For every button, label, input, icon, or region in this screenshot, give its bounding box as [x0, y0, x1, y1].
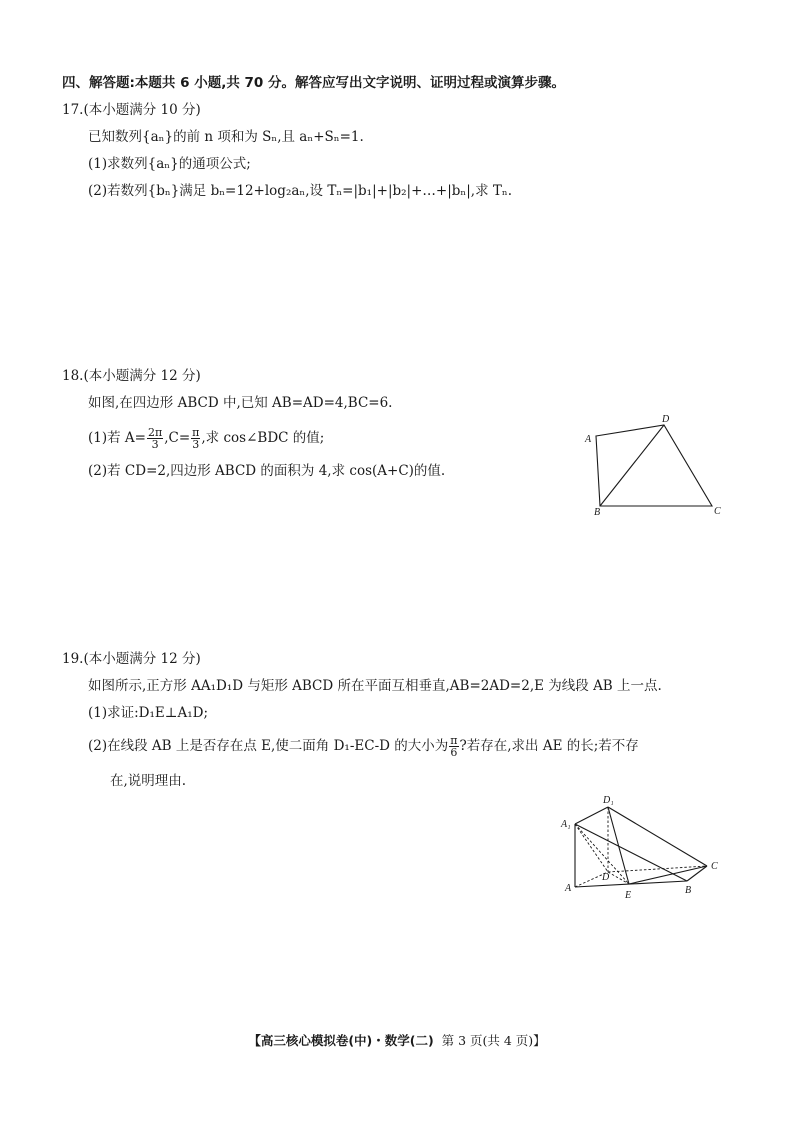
- section-heading: 四、解答题:本题共 6 小题,共 70 分。解答应写出文字说明、证明过程或演算步骤。: [62, 75, 566, 91]
- q18-stem: 如图,在四边形 ABCD 中,已知 AB=AD=4,BC=6.: [88, 395, 393, 411]
- q19-header: 19.(本小题满分 12 分): [62, 651, 201, 667]
- q19-part2-prefix: (2)在线段 AB 上是否存在点 E,使二面角 D₁-EC-D 的大小为: [88, 738, 449, 754]
- q17-part2: (2)若数列{bₙ}满足 bₙ=12+log₂aₙ,设 Tₙ=|b₁|+|b₂|+…+|bₙ|,求 Tₙ.: [88, 183, 513, 199]
- q19-part2-continued: 在,说明理由.: [110, 773, 187, 789]
- q19-part2: [88, 732, 639, 760]
- q17-stem: 已知数列{aₙ}的前 n 项和为 Sₙ,且 aₙ+Sₙ=1.: [88, 129, 364, 145]
- q18-part2: (2)若 CD=2,四边形 ABCD 的面积为 4,求 cos(A+C)的值.: [88, 463, 446, 479]
- q19-stem: 如图所示,正方形 AA₁D₁D 与矩形 ABCD 所在平面互相垂直,AB=2AD=2,E 为线段 AB 上一点.: [88, 678, 662, 694]
- label-c: C: [714, 506, 721, 517]
- label-c: C: [711, 861, 718, 872]
- q19-solid-figure: [555, 792, 730, 904]
- label-e: E: [625, 890, 632, 901]
- label-a1: A₁: [561, 819, 571, 830]
- fraction-numerator: π: [450, 734, 458, 747]
- fraction-denominator: 3: [192, 438, 200, 451]
- q18-part1-suffix: ,求 cos∠BDC 的值;: [201, 430, 325, 446]
- label-b: B: [594, 507, 601, 518]
- q17-part1: (1)求数列{aₙ}的通项公式;: [88, 156, 251, 172]
- q18-part1-prefix: (1)若 A=: [88, 430, 146, 446]
- fraction-numerator: 2π: [147, 426, 163, 439]
- fraction-denominator: 3: [151, 438, 159, 451]
- q18-fraction-two-pi-over-three: [147, 427, 163, 450]
- q17-header: 17.(本小题满分 10 分): [62, 102, 201, 118]
- label-d: D: [662, 414, 670, 425]
- label-d1: D₁: [603, 795, 614, 806]
- fraction-numerator: π: [192, 426, 200, 439]
- label-d: D: [602, 872, 610, 883]
- label-a: A: [565, 883, 572, 894]
- q19-part1: (1)求证:D₁E⊥A₁D;: [88, 705, 208, 721]
- fraction-denominator: 6: [450, 746, 458, 759]
- q18-quadrilateral-figure: [580, 412, 730, 520]
- q19-part2-suffix: ?若存在,求出 AE 的长;若不存: [459, 738, 639, 754]
- page-footer: [0, 1031, 794, 1049]
- footer-page-info: 第 3 页(共 4 页)】: [441, 1033, 546, 1048]
- footer-title: 【高三核心模拟卷(中)・数学(二): [248, 1033, 434, 1048]
- label-a: A: [585, 434, 592, 445]
- q18-fraction-pi-over-three: [191, 427, 200, 450]
- q18-part1: [88, 424, 324, 452]
- diagonal-bd: [600, 425, 664, 506]
- q18-header: 18.(本小题满分 12 分): [62, 368, 201, 384]
- label-b: B: [685, 885, 692, 896]
- q19-fraction-pi-over-six: [449, 735, 458, 758]
- q18-part1-mid: ,C=: [164, 430, 191, 446]
